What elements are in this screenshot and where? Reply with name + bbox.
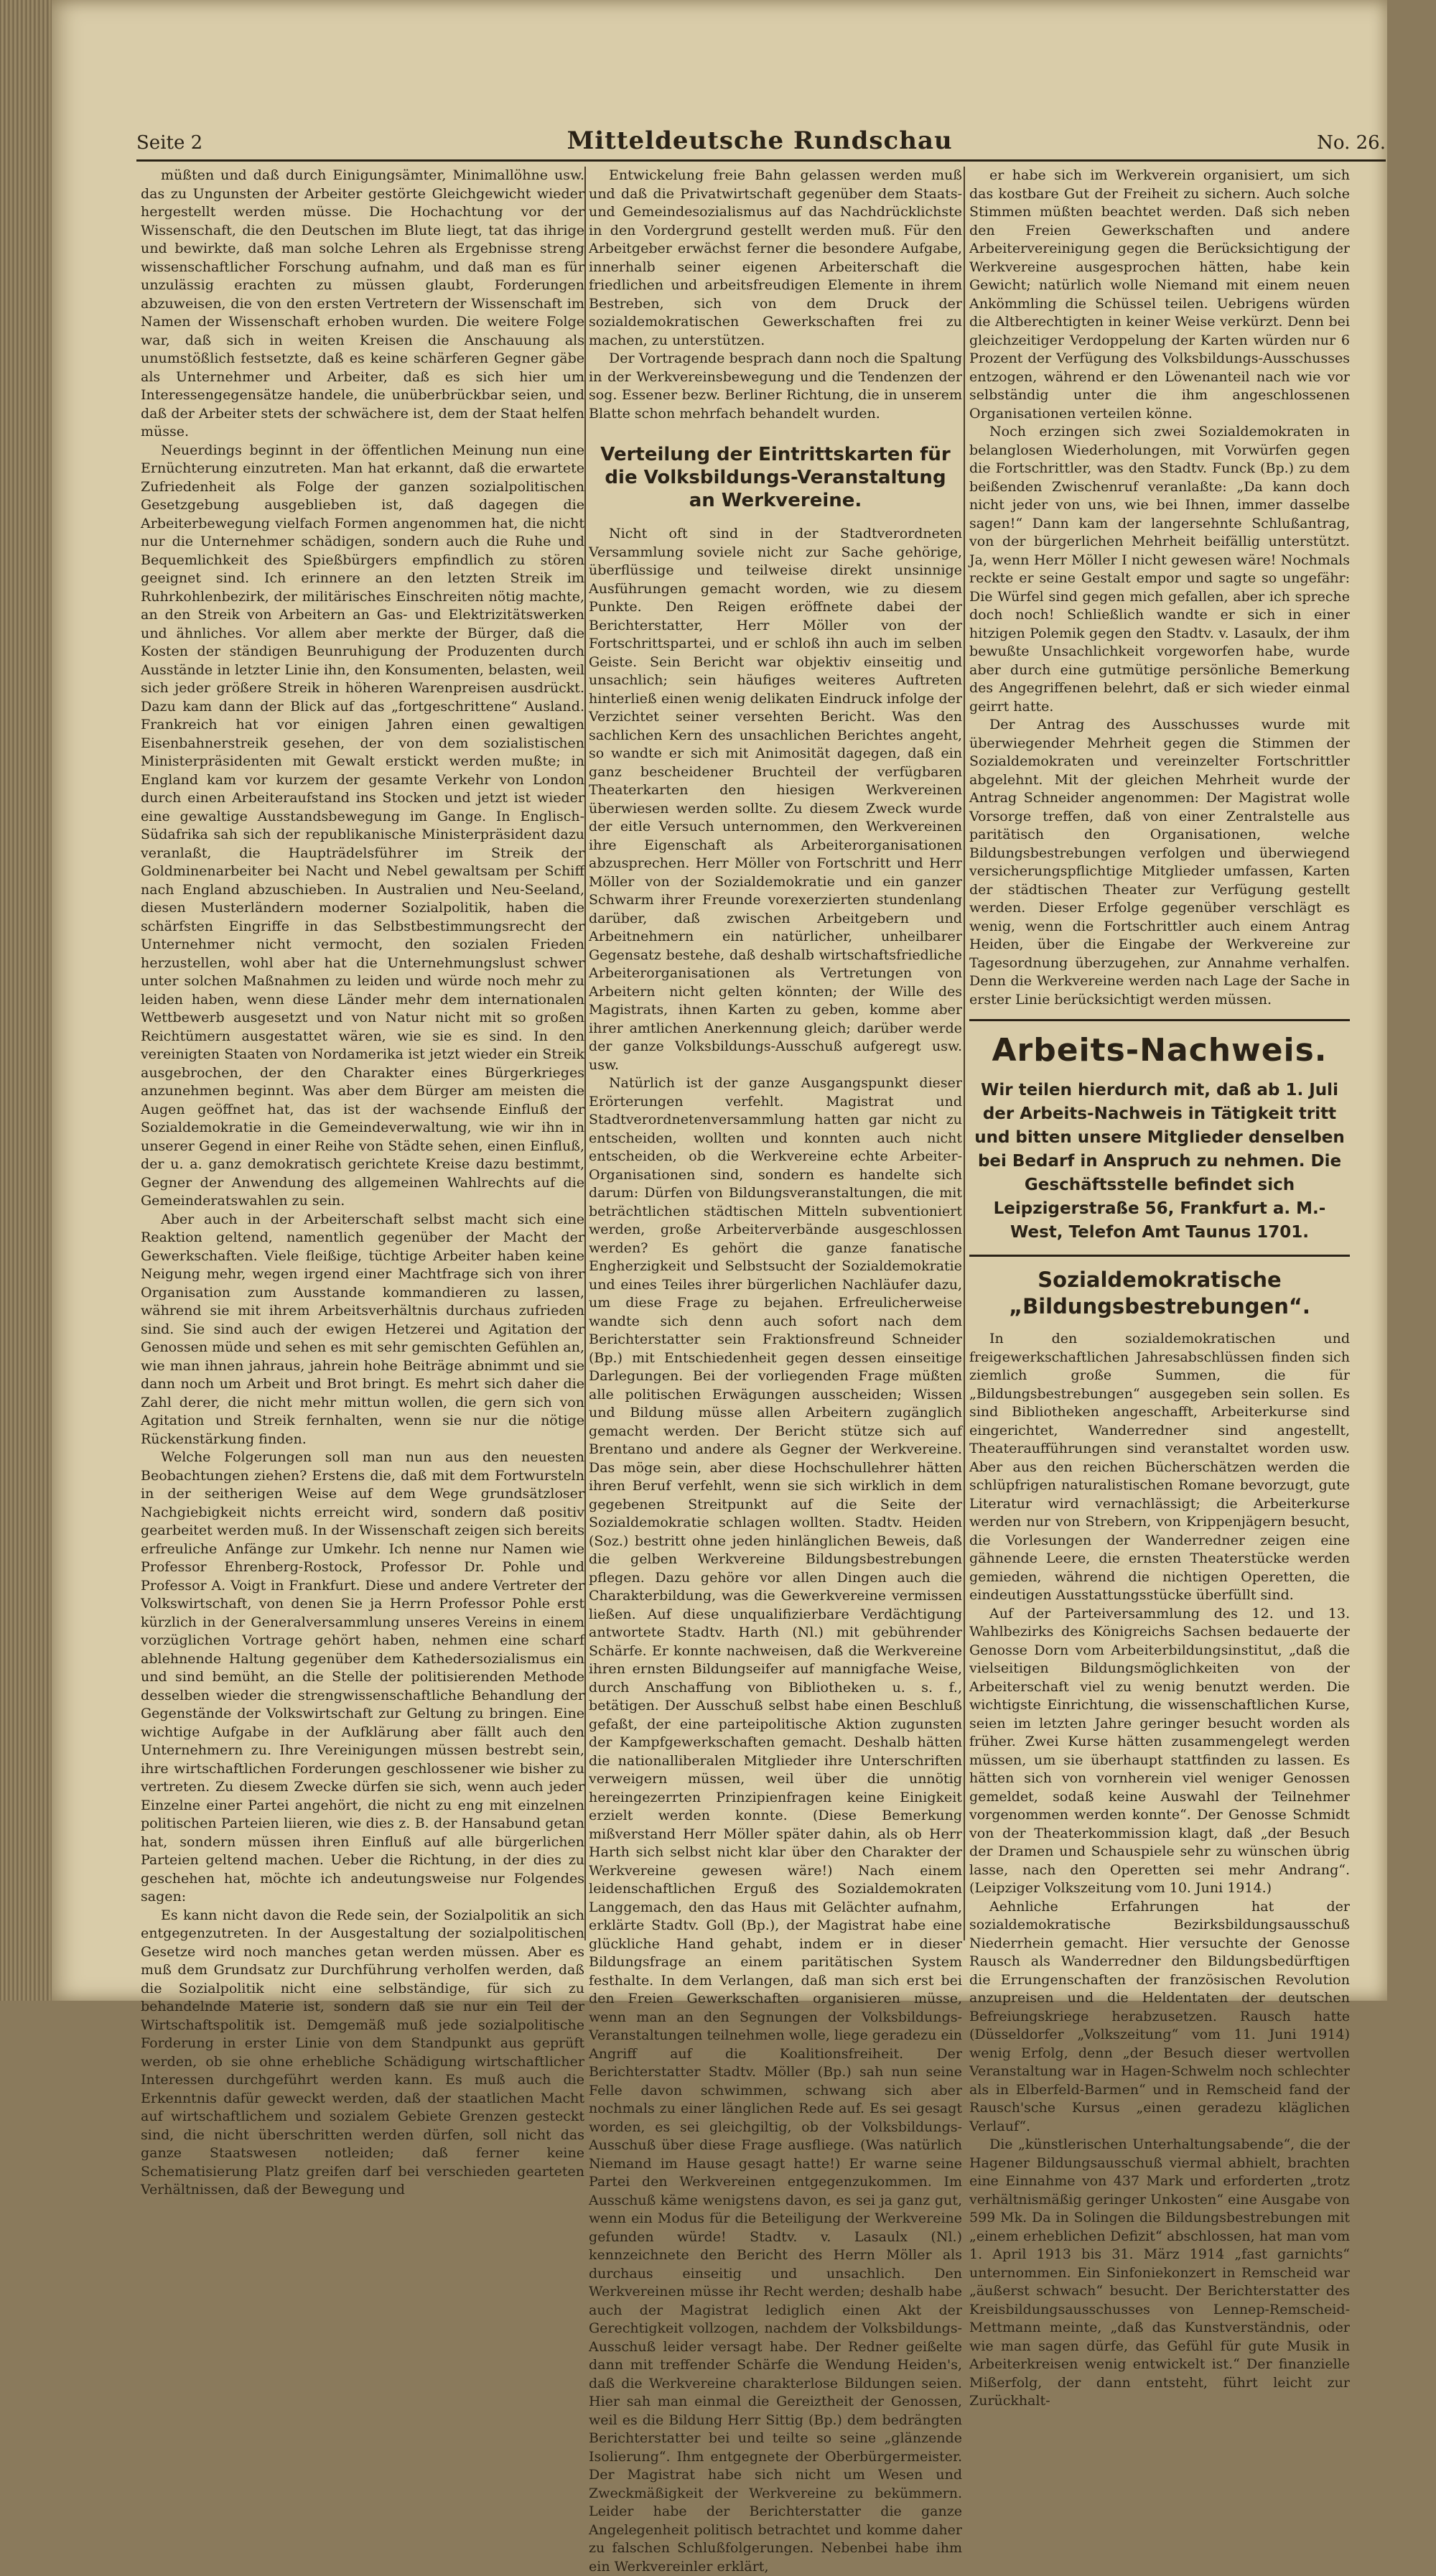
issue-number: No. 26.	[1317, 132, 1386, 154]
section-rule	[969, 1019, 1350, 1021]
paragraph: Aber auch in der Arbeiterschaft selbst macht sich eine Reaktion geltend, namentlich gegenüber der Macht der Gewerkschaften. Viele fleißige, tüchtige Arbeiter haben keine Neigung mehr, wegen irgend einer Machtfrage sich von ihrer Organisation zum Ausstande kommandieren zu lassen, während sie mit ihrem Arbeitsverhältnis durchaus zufrieden sind. Sie sind auch der ewigen Hetzerei und Agitation der Genossen müde und sehen es mit sehr gemischten Gefühlen an, wie man ihnen jahraus, jahrein hohe Beiträge abnimmt und sie dann noch um Arbeit und Brot bringt. Es mehrt sich daher die Zahl derer, die nicht mehr mittun wollen, die gern sich von Agitation und Streik fernhalten, wenn sie nur die nötige Rückenstärkung finden.	[141, 1211, 584, 1447]
paragraph: Nicht oft sind in der Stadtverordneten Versammlung soviele nicht zur Sache gehörige, überflüssige und teilweise direkt unsinnige Ausführungen gemacht worden, wie zu diesem Punkte. Den Reigen eröffnete dabei der Berichterstatter, Herr Möller von der Fortschrittspartei, und er schloß ihn auch im selben Geiste. Sein Bericht war objektiv einseitig und unsachlich; sein häufiges weiteres Auftreten hinterließ einen wenig delikaten Eindruck infolge der Verzichtet seiner versehten Bericht. Was den sachlichen Kern des unsachlichen Berichtes angeht, so wandte er sich mit Animosität dagegen, daß ein ganz bescheidener Bruchteil der verfügbaren Theaterkarten den hiesigen Werkvereinen überwiesen werden sollte. Zu diesem Zweck wurde der eitle Versuch unternommen, den Werkvereinen ihre Eigenschaft als Arbeiterorganisationen abzusprechen. Herr Möller von Fortschritt und Herr Möller von der Sozialdemokratie und ein ganzer Schwarm ihrer Freunde vorexerzierten stundenlang darüber, daß zwischen Arbeitgebern und Arbeitnehmern ein natürlicher, unheilbarer Gegensatz bestehe, daß deshalb wirtschaftsfriedliche Arbeiterorganisationen als Vertretungen von Arbeitern nicht gelten könnten; der Wille des Magistrats, ihnen Karten zu geben, komme aber ihrer amtlichen Anerkennung gleich; darüber werde der ganze Volksbildungs-Ausschuß aufgeregt usw. usw.	[589, 526, 962, 1073]
paragraph: Auf der Parteiversammlung des 12. und 13. Wahlbezirks des Königreichs Sachsen bedauerte der Genosse Dorn vom Arbeiterbildungsinstitut, „daß die vielseitigen Bildungsmöglichkeiten von der Arbeiterschaft viel zu wenig benutzt werden. Die wichtigste Einrichtung, die wissenschaftlichen Kurse, seien im letzten Jahre geringer besucht worden als früher. Zwei Kurse hätten zusammengelegt werden müssen, um sie überhaupt stattfinden zu lassen. Es hätten sich von vornherein viel weniger Genossen gemeldet, sodaß keine Auswahl der Teilnehmer vorgenommen werden konnte“. Der Genosse Schmidt von der Theaterkommission klagt, daß „der Besuch der Dramen und Schauspiele sehr zu wünschen übrig lasse, nach den Operetten sei mehr Andrang“. (Leipziger Volkszeitung vom 10. Juni 1914.)	[969, 1605, 1350, 1896]
column-divider	[964, 167, 965, 1940]
paragraph: Entwickelung freie Bahn gelassen werden muß und daß die Privatwirtschaft gegenüber dem Staats- und Gemeindesozialismus auf das Nachdrücklichste in den Vordergrund gestellt werden muß. Für den Arbeitgeber erwächst ferner die besondere Aufgabe, innerhalb seiner eigenen Arbeiterschaft die friedlichen und arbeitsfreudigen Elemente in ihrem Bestreben, sich von dem Druck der sozialdemokratischen Gewerkschaften frei zu machen, zu unterstützen.	[589, 167, 962, 348]
paragraph: müßten und daß durch Einigungsämter, Minimallöhne usw. das zu Ungunsten der Arbeiter gestörte Gleichgewicht wieder hergestellt werden müsse. Die Hochachtung vor der Wissenschaft, die den Deutschen im Blute liegt, tat das ihrige und bewirkte, daß man solche Lehren als Ergebnisse streng wissenschaftlicher Forschung aufnahm, und daß man es für unzulässig erachten zu müssen glaubt, Forderungen abzuweisen, die von den ersten Vertretern der Wissenschaft im Namen der Wissenschaft erhoben wurden. Die weitere Folge war, daß sich in weiten Kreisen die Anschauung als unumstößlich festsetzte, daß es keine schärferen Gegner gäbe als Unternehmer und Arbeiter, daß es sich hier um Interessengegensätze handele, die unüberbrückbar seien, und daß der Arbeiter stets der schwächere ist, dem der Staat helfen müsse.	[141, 167, 584, 440]
paragraph: Es kann nicht davon die Rede sein, der Sozialpolitik an sich entgegenzutreten. In der Ausgestaltung der sozialpolitischen Gesetze wird noch manches getan werden müssen. Aber es muß dem Grundsatz zur Durchführung verholfen werden, daß die Sozialpolitik nicht eine selbständige, für sich zu behandelnde Materie ist, sondern daß sie nur ein Teil der Wirtschaftspolitik ist. Demgemäß muß jede sozialpolitische Forderung in erster Linie von dem Standpunkt aus geprüft werden, ob sie ohne erhebliche Schädigung wirtschaftlicher Interessen durchgeführt werden kann. Es muß auch die Erkenntnis dafür geweckt werden, daß der staatlichen Macht auf wirtschaftlichem und sozialem Gebiete Grenzen gesteckt sind, die nicht überschritten werden dürfen, soll nicht das ganze Staatswesen notleiden; daß ferner keine Schematisierung Platz greifen darf bei verschieden gearteten Verhältnissen, daß der Bewegung und	[141, 1907, 584, 2198]
column-1	[141, 167, 584, 2198]
column-3	[969, 167, 1350, 2409]
section-rule	[969, 1255, 1350, 1257]
notice-title: Arbeits-Nachweis.	[992, 1032, 1328, 1069]
notice-box	[969, 1031, 1350, 1245]
column-divider	[584, 167, 586, 1940]
column-2	[589, 167, 962, 2575]
paragraph: Neuerdings beginnt in der öffentlichen Meinung nun eine Ernüchterung einzutreten. Man hat erkannt, daß die erwartete Zufriedenheit als Folge der ganzen sozialpolitischen Gesetzgebung ausgeblieben ist, daß dagegen die Arbeiterbewegung vielfach Formen angenommen hat, die nicht nur die Unternehmer schädigen, sondern auch die Ruhe und Bequemlichkeit des Spießbürgers empfindlich zu stören geeignet sind. Ich erinnere an den letzten Streik im Ruhrkohlenbezirk, der militärisches Einschreiten nötig machte, an den Streik von Arbeitern an Gas- und Elektrizitätswerken und ähnliches. Vor allem aber merkte der Bürger, daß die Kosten der ständigen Beunruhigung der Produzenten durch Ausstände in letzter Linie ihn, den Konsumenten, belasten, weil sich jeder größere Streik in höheren Warenpreisen ausdrückt. Dazu kam dann der Blick auf das „fortgeschrittene“ Ausland. Frankreich hat vor einigen Jahren einen gewaltigen Eisenbahnerstreik gesehen, der von dem sozialistischen Ministerpräsidenten mit Gewalt erstickt werden mußte; in England kam vor kurzem der gesamte Verkehr von London durch einen Arbeiteraufstand ins Stocken und jetzt ist wieder eine gewaltige Ausstandsbewegung im Gange. In Englisch-Südafrika sah sich der republikanische Ministerpräsident dazu veranlaßt, die Haupträdelsführer im Streik der Goldminenarbeiter bei Nacht und Nebel gewaltsam per Schiff nach England abzuschieben. In Australien und Neu-Seeland, diesen Musterländern moderner Sozialpolitik, haben die schärfsten Eingriffe in das Selbstbestimmungsrecht der Unternehmer nicht vermocht, den sozialen Frieden herzustellen, wohl aber hat die Unternehmungslust schwer unter solchen Maßnahmen zu leiden und würde noch mehr zu leiden haben, wenn diese Länder mehr dem internationalen Wettbewerb ausgesetzt und von Natur nicht mit so großen Reichtümern ausgestattet wären, wie sie es sind. In den vereinigten Staaten von Nordamerika ist jetzt wieder ein Streik ausgebrochen, der den Charakter eines Bürgerkrieges anzunehmen beginnt. Was aber dem Bürger am meisten die Augen geöffnet hat, das ist der wachsende Einfluß der Sozialdemokratie in die Gemeindeverwaltung, wie wir ihn in unserer Gegend in einer Reihe von Städte sehen, einen Einfluß, der u. a. ganz demokratisch gerichtete Kreise dazu bestimmt, Gegner der Anwendung des allgemeinen Wahlrechts auf die Gemeinderatswahlen zu sein.	[141, 442, 584, 1209]
notice-text: Wir teilen hierdurch mit, daß ab 1. Juli der Arbeits-Nachweis in Tätigkeit tritt und bitten unsere Mitglieder denselben bei Bedarf in Anspruch zu nehmen. Die Geschäftsstelle befindet sich Leipzigerstraße 56, Frankfurt a. M.-West, Telefon Amt Taunus 1701.	[974, 1081, 1345, 1242]
paragraph: In den sozialdemokratischen und freigewerkschaftlichen Jahresabschlüssen finden sich ziemlich große Summen, die für „Bildungsbestrebungen“ ausgegeben sein sollen. Es sind Bibliotheken angeschafft, Arbeiterkurse sind eingerichtet, Wanderredner sind angestellt, Theateraufführungen sind veranstaltet worden usw. Aber aus den reichen Bücherschätzen werden die schlüpfrigen naturalistischen Romane bevorzugt, gute Literatur wird vernachlässigt; die Arbeiterkurse werden nur von Strebern, von Krippenjägern besucht, die Vorlesungen der Wanderredner zeigen eine gähnende Leere, die ernsten Theaterstücke werden gemieden, während die nichtigen Operetten, die eindeutigen Ausstattungsstücke überfüllt sind.	[969, 1331, 1350, 1603]
article-headline: Verteilung der Eintrittskarten für die Volksbildungs-Veranstaltung an Werkvereine.	[600, 444, 951, 511]
paragraph: Welche Folgerungen soll man nun aus den neuesten Beobachtungen ziehen? Erstens die, daß mit dem Fortwursteln in der seitherigen Weise auf dem Wege grundsätzloser Nachgiebigkeit nichts erreicht wird, sondern daß positiv gearbeitet werden muß. In der Wissenschaft zeigen sich bereits erfreuliche Anfänge zur Umkehr. Ich nenne nur Namen wie Professor Ehrenberg-Rostock, Professor Dr. Pohle und Professor A. Voigt in Frankfurt. Diese und andere Vertreter der Volkswirtschaft, von denen Sie ja Herrn Professor Pohle erst kürzlich in der Generalversammlung unseres Vereins in einem vorzüglichen Vortrage gehört haben, nehmen eine scharf ablehnende Haltung gegenüber dem Kathedersozialismus ein und sind bemüht, an die Stelle der politisierenden Methode desselben wieder die strengwissenschaftliche Behandlung der Gegenstände der Volkswirtschaft zur Geltung zu bringen. Eine wichtige Aufgabe in der Aufklärung aber fällt auch den Unternehmern zu. Ihre Vereinigungen müssen bestrebt sein, ihre wirtschaftlichen Forderungen geschlossener wie bisher zu vertreten. Zu diesem Zwecke dürfen sie sich, wenn auch jeder Einzelne einer Partei angehört, die nicht zu eng mit einzelnen politischen Parteien liieren, wie dies z. B. der Hansabund getan hat, sondern müssen ihren Einfluß auf alle bürgerlichen Parteien geltend machen. Ueber die Richtung, in der dies zu geschehen hat, möchte ich andeutungsweise nur Folgendes sagen:	[141, 1449, 584, 1905]
section-headline: Sozialdemokratische „Bildungsbestrebungen“.	[1009, 1268, 1310, 1319]
page-number: Seite 2	[136, 132, 203, 154]
masthead: Mitteldeutsche Rundschau	[567, 126, 953, 155]
paragraph: er habe sich im Werkverein organisiert, um sich das kostbare Gut der Freiheit zu sichern. Auch solche Stimmen müßten beachtet werden. Daß sich neben den Freien Gewerkschaften und andere Arbeitervereinigung gegen die Berücksichtigung der Werkvereine ausgesprochen hätten, habe kein Gewicht; natürlich wolle Niemand mit einem neuen Ankömmling die Schüssel teilen. Uebrigens würden die Altberechtigten in keiner Weise verkürzt. Denn bei gleichzeitiger Verdoppelung der Karten würden nur 6 Prozent der Verfügung des Volksbildungs-Ausschusses entzogen, während er den Löwenanteil nach wie vor selbständig unter die ihm angeschlossenen Organisationen verteilen könne.	[969, 167, 1350, 422]
paragraph: Der Antrag des Ausschusses wurde mit überwiegender Mehrheit gegen die Stimmen der Sozialdemokraten und vereinzelter Fortschrittler abgelehnt. Mit der gleichen Mehrheit wurde der Antrag Schneider angenommen: Der Magistrat wolle Vorsorge treffen, daß von einer Zentralstelle aus paritätisch den Organisationen, welche Bildungsbestrebungen verfolgen und überwiegend versicherungspflichtige Mitglieder umfassen, Karten der städtischen Theater zur Verfügung gestellt werden. Dieser Erfolge gegenüber verschlägt es wenig, wenn die Fortschrittler auch einem Antrag Heiden, über die Eingabe der Werkvereine zur Tagesordnung überzugehen, zur Annahme verhalfen. Denn die Werkvereine werden nach Lage der Sache in erster Linie berücksichtigt werden müssen.	[969, 717, 1350, 1008]
paragraph: Noch erzingen sich zwei Sozialdemokraten in belanglosen Wiederholungen, mit Vorwürfen gegen die Fortschrittler, was den Stadtv. Funck (Bp.) zu dem beißenden Zwischenruf veranlaßte: „Da kann doch nicht jeder von uns, wie bei Ihnen, immer dasselbe sagen!“ Dann kam der langersehnte Schlußantrag, von der bürgerlichen Mehrheit beifällig unterstützt. Ja, wenn Herr Möller I nicht gewesen wäre! Nochmals reckte er seine Gestalt empor und sagte so ungefähr: Die Würfel sind gegen mich gefallen, aber ich spreche doch noch! Schließlich wandte er sich in einer hitzigen Polemik gegen den Stadtv. v. Lasaulx, der ihm bewußte Unsachlichkeit vorgeworfen habe, wurde aber durch eine gutmütige persönliche Bemerkung des Angegriffenen belehrt, daß er sich wieder einmal geirrt hatte.	[969, 424, 1350, 715]
paragraph: Natürlich ist der ganze Ausgangspunkt dieser Erörterungen verfehlt. Magistrat und Stadtverordnetenversammlung hatten gar nicht zu entscheiden, wollten und konnten auch nicht entscheiden, ob die Werkvereine echte Arbeiter-Organisationen sind, sondern es handelte sich darum: Dürfen von Bildungsveranstaltungen, die mit beträchtlichen städtischen Mitteln subventioniert werden, große Arbeiterverbände ausgeschlossen werden? Es gehört die ganze fanatische Engherzigkeit und Selbstsucht der Sozialdemokratie und eines Teiles ihrer bürgerlichen Nachläufer dazu, um diese Frage zu bejahen. Erfreulicherweise wandte sich denn auch sofort nach dem Berichterstatter sein Fraktionsfreund Schneider (Bp.) mit Entschiedenheit gegen dessen einseitige Darlegungen. Bei der vorliegenden Frage müßten alle politischen Erwägungen ausscheiden; Wissen und Bildung müsse allen Arbeitern zugänglich gemacht werden. Der Bericht stütze sich auf Brentano und andere als Gegner der Werkvereine. Das möge sein, aber diese Hochschullehrer hätten ihren Beruf verfehlt, wenn sie sich wirklich in dem gegebenen Streitpunkt auf die Seite der Sozialdemokratie schlagen wollten. Stadtv. Heiden (Soz.) bestritt ohne jeden hinlänglichen Beweis, daß die gelben Werkvereine Bildungsbestrebungen pflegen. Dazu gehöre vor allen Dingen auch die Charakterbildung, was die Gewerkvereine vermissen ließen. Auf diese unqualifizierbare Verdächtigung antwortete Stadtv. Harth (Nl.) mit gebührender Schärfe. Er konnte nachweisen, daß die Werkvereine ihren ernsten Bildungseifer auf mannigfache Weise, durch Anschaffung von Bibliotheken u. s. f., betätigen. Der Ausschuß selbst habe einen Beschluß gefaßt, der eine parteipolitische Aktion zugunsten der Kampfgewerkschaften gemacht. Deshalb hätten die nationalliberalen Mitglieder ihre Unterschriften verweigern müssen, weil über die unnötig hereingezerrten Prinzipienfragen keine Einigkeit erzielt werden konnte. (Diese Bemerkung mißverstand Herr Möller später dahin, als ob Herr Harth sich selbst nicht klar über den Charakter der Werkvereine gewesen wäre!) Nach einem leidenschaftlichen Erguß des Sozialdemokraten Langgemach, den das Haus mit Gelächter aufnahm, erklärte Stadtv. Goll (Bp.), der Magistrat habe eine glückliche Hand gehabt, indem er in dieser Bildungsfrage an einem paritätischen System festhalte. In dem Verlangen, daß man sich erst bei den Freien Gewerkschaften organisieren müsse, wenn man an den Segnungen der Volksbildungs-Veranstaltungen teilnehmen wolle, liege geradezu ein Angriff auf die Koalitionsfreiheit. Der Berichterstatter Stadtv. Möller (Bp.) sah nun seine Felle davon schwimmen, schwang sich aber nochmals zu einer länglichen Rede auf. Es sei gesagt worden, es sei gleichgiltig, ob der Volksbildungs-Ausschuß über diese Frage ausfliege. (Was natürlich Niemand im Hause gesagt hatte!) Er warne seine Partei den Werkvereinen entgegenzukommen. Im Ausschuß käme wenigstens davon, es sei ja ganz gut, wenn ein Modus für die Beteiligung der Werkvereine gefunden würde! Stadtv. v. Lasaulx (Nl.) kennzeichnete den Bericht des Herrn Möller als durchaus einseitig und unsachlich. Den Werkvereinen müsse ihr Recht werden; deshalb habe auch der Magistrat lediglich einen Akt der Gerechtigkeit vollzogen, nachdem der Volksbildungs-Ausschuß leider versagt habe. Der Redner geißelte dann mit treffender Schärfe die Wendung Heiden's, daß die Werkvereine charakterlose Bildungen seien. Hier sah man einmal die Gereiztheit der Genossen, weil es die Bildung Herr Sittig (Bp.) dem bedrängten Berichterstatter bei und teilte so seine „glänzende Isolierung“. Ihm entgegnete der Oberbürgermeister. Der Magistrat habe sich nicht um Wesen und Zweckmäßigkeit der Werkvereine zu bekümmern. Leider habe der Berichterstatter die ganze Angelegenheit politisch betrachtet und komme daher zu falschen Schlußfolgerungen. Nebenbei habe ihm ein Werkvereinler erklärt,	[589, 1075, 962, 2575]
paragraph: Aehnliche Erfahrungen hat der sozialdemokratische Bezirksbildungsausschuß Niederrhein gemacht. Hier versuchte der Genosse Rausch als Wanderredner den Bildungsbedürftigen die Errungenschaften der französischen Revolution anzupreisen und die Heldentaten der deutschen Befreiungskriege herabzusetzen. Rausch hatte (Düsseldorfer „Volkszeitung“ vom 11. Juni 1914) wenig Erfolg, denn „der Besuch dieser wertvollen Veranstaltung war in Hagen-Schwelm noch schlechter als in Elberfeld-Barmen“ und in Remscheid fand der Rausch'sche Kursus „einen geradezu kläglichen Verlauf“.	[969, 1898, 1350, 2134]
paragraph: Der Vortragende besprach dann noch die Spaltung in der Werkvereinsbewegung und die Tendenzen der sog. Essener bezw. Berliner Richtung, die in unserem Blatte schon mehrfach behandelt wurden.	[589, 350, 962, 422]
header-rule	[136, 159, 1386, 162]
page-header	[136, 126, 1386, 158]
paragraph: Die „künstlerischen Unterhaltungsabende“, die der Hagener Bildungsausschuß viermal abhielt, brachten eine Einnahme von 437 Mark und erforderten „trotz verhältnismäßig geringer Unkosten“ eine Ausgabe von 599 Mk. Da in Solingen die Bildungsbestrebungen mit „einem erheblichen Defizit“ abschlossen, hat man vom 1. April 1913 bis 31. März 1914 „fast garnichts“ unternommen. Ein Sinfoniekonzert in Remscheid war „äußerst schwach“ besucht. Der Berichterstatter des Kreisbildungsausschusses von Lennep-Remscheid-Mettmann meinte, „daß das Kunstverständnis, oder wie man sagen dürfe, das Gefühl für gute Musik in Arbeiterkreisen wenig entwickelt ist.“ Der finanzielle Mißerfolg, der dann entsteht, führt leicht zur Zurückhalt-	[969, 2136, 1350, 2409]
book-binding-edge	[0, 0, 52, 2001]
